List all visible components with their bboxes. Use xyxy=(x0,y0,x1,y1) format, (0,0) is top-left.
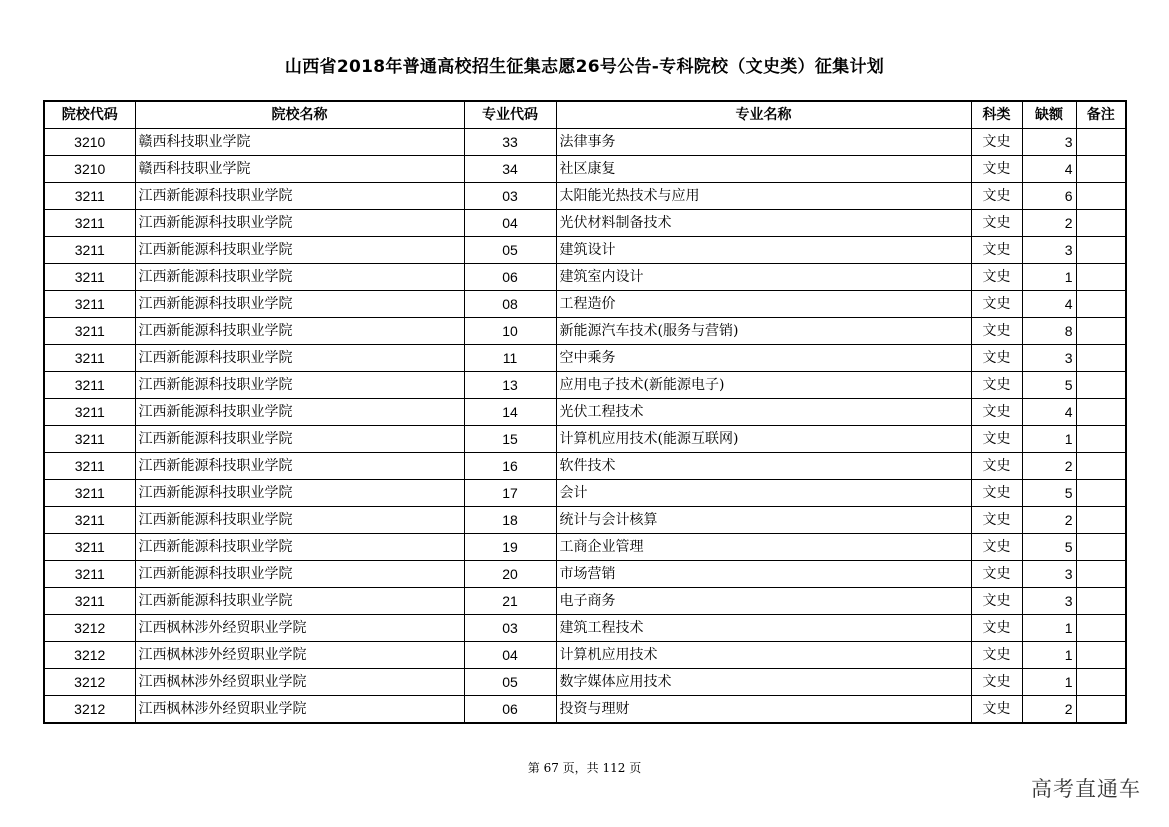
cell-major-name: 新能源汽车技术(服务与营销) xyxy=(556,318,971,345)
cell-category: 文史 xyxy=(971,615,1022,642)
header-major-name: 专业名称 xyxy=(556,101,971,129)
cell-note xyxy=(1076,453,1126,480)
cell-major-name: 工程造价 xyxy=(556,291,971,318)
cell-major-name: 光伏材料制备技术 xyxy=(556,210,971,237)
cell-major-code: 04 xyxy=(464,210,556,237)
cell-major-code: 08 xyxy=(464,291,556,318)
cell-major-code: 20 xyxy=(464,561,556,588)
cell-school-code: 3211 xyxy=(44,291,135,318)
table-row xyxy=(44,210,1126,237)
cell-school-name: 江西新能源科技职业学院 xyxy=(135,345,464,372)
table-row xyxy=(44,129,1126,156)
cell-major-code: 17 xyxy=(464,480,556,507)
cell-major-name: 投资与理财 xyxy=(556,696,971,724)
cell-major-code: 15 xyxy=(464,426,556,453)
table-row xyxy=(44,561,1126,588)
cell-major-code: 11 xyxy=(464,345,556,372)
cell-school-name: 江西枫林涉外经贸职业学院 xyxy=(135,615,464,642)
cell-school-code: 3212 xyxy=(44,615,135,642)
cell-note xyxy=(1076,129,1126,156)
cell-major-code: 21 xyxy=(464,588,556,615)
cell-school-name: 江西新能源科技职业学院 xyxy=(135,318,464,345)
cell-school-code: 3211 xyxy=(44,453,135,480)
cell-school-code: 3212 xyxy=(44,696,135,724)
table-row xyxy=(44,534,1126,561)
cell-school-name: 江西新能源科技职业学院 xyxy=(135,372,464,399)
cell-quota: 3 xyxy=(1022,561,1076,588)
table-row xyxy=(44,237,1126,264)
cell-quota: 2 xyxy=(1022,210,1076,237)
cell-school-name: 江西新能源科技职业学院 xyxy=(135,264,464,291)
cell-school-name: 江西新能源科技职业学院 xyxy=(135,210,464,237)
table-row xyxy=(44,372,1126,399)
cell-category: 文史 xyxy=(971,291,1022,318)
cell-category: 文史 xyxy=(971,372,1022,399)
cell-quota: 6 xyxy=(1022,183,1076,210)
cell-school-name: 江西枫林涉外经贸职业学院 xyxy=(135,642,464,669)
cell-quota: 4 xyxy=(1022,156,1076,183)
cell-school-code: 3211 xyxy=(44,480,135,507)
cell-note xyxy=(1076,183,1126,210)
table-row xyxy=(44,291,1126,318)
cell-school-code: 3211 xyxy=(44,507,135,534)
cell-major-code: 06 xyxy=(464,264,556,291)
table-row xyxy=(44,507,1126,534)
table-row xyxy=(44,183,1126,210)
table-row xyxy=(44,156,1126,183)
cell-category: 文史 xyxy=(971,129,1022,156)
cell-quota: 1 xyxy=(1022,264,1076,291)
header-major-code: 专业代码 xyxy=(464,101,556,129)
cell-category: 文史 xyxy=(971,318,1022,345)
cell-major-name: 工商企业管理 xyxy=(556,534,971,561)
cell-note xyxy=(1076,399,1126,426)
cell-quota: 5 xyxy=(1022,480,1076,507)
table-row xyxy=(44,615,1126,642)
cell-major-name: 数字媒体应用技术 xyxy=(556,669,971,696)
cell-category: 文史 xyxy=(971,210,1022,237)
page-number: 第 67 页，共 112 页 xyxy=(527,761,642,775)
cell-category: 文史 xyxy=(971,237,1022,264)
cell-category: 文史 xyxy=(971,507,1022,534)
cell-note xyxy=(1076,156,1126,183)
cell-quota: 2 xyxy=(1022,453,1076,480)
cell-note xyxy=(1076,507,1126,534)
cell-school-name: 江西新能源科技职业学院 xyxy=(135,561,464,588)
cell-note xyxy=(1076,318,1126,345)
cell-major-code: 03 xyxy=(464,183,556,210)
cell-school-name: 江西新能源科技职业学院 xyxy=(135,291,464,318)
cell-major-name: 统计与会计核算 xyxy=(556,507,971,534)
cell-quota: 4 xyxy=(1022,291,1076,318)
header-note: 备注 xyxy=(1076,101,1126,129)
cell-quota: 3 xyxy=(1022,345,1076,372)
watermark: 高考直通车 xyxy=(1031,777,1141,801)
cell-school-code: 3211 xyxy=(44,534,135,561)
cell-category: 文史 xyxy=(971,264,1022,291)
cell-major-code: 04 xyxy=(464,642,556,669)
cell-quota: 3 xyxy=(1022,237,1076,264)
cell-major-name: 社区康复 xyxy=(556,156,971,183)
cell-note xyxy=(1076,642,1126,669)
table-row xyxy=(44,588,1126,615)
cell-major-name: 法律事务 xyxy=(556,129,971,156)
cell-major-code: 10 xyxy=(464,318,556,345)
cell-major-name: 建筑室内设计 xyxy=(556,264,971,291)
cell-major-name: 太阳能光热技术与应用 xyxy=(556,183,971,210)
cell-note xyxy=(1076,345,1126,372)
cell-major-name: 软件技术 xyxy=(556,453,971,480)
cell-major-code: 13 xyxy=(464,372,556,399)
cell-major-code: 06 xyxy=(464,696,556,724)
cell-school-code: 3211 xyxy=(44,345,135,372)
cell-school-code: 3211 xyxy=(44,399,135,426)
cell-category: 文史 xyxy=(971,156,1022,183)
cell-quota: 1 xyxy=(1022,615,1076,642)
table-row xyxy=(44,669,1126,696)
cell-note xyxy=(1076,696,1126,724)
cell-quota: 2 xyxy=(1022,507,1076,534)
cell-category: 文史 xyxy=(971,345,1022,372)
cell-school-code: 3211 xyxy=(44,588,135,615)
cell-school-code: 3211 xyxy=(44,210,135,237)
table-row xyxy=(44,426,1126,453)
cell-category: 文史 xyxy=(971,561,1022,588)
header-school-code: 院校代码 xyxy=(44,101,135,129)
cell-note xyxy=(1076,615,1126,642)
cell-major-code: 03 xyxy=(464,615,556,642)
cell-category: 文史 xyxy=(971,426,1022,453)
cell-note xyxy=(1076,534,1126,561)
cell-note xyxy=(1076,480,1126,507)
cell-note xyxy=(1076,291,1126,318)
table-row xyxy=(44,399,1126,426)
cell-category: 文史 xyxy=(971,480,1022,507)
cell-quota: 1 xyxy=(1022,426,1076,453)
table-body xyxy=(44,129,1126,724)
cell-major-name: 建筑工程技术 xyxy=(556,615,971,642)
cell-school-name: 江西新能源科技职业学院 xyxy=(135,453,464,480)
cell-school-name: 江西新能源科技职业学院 xyxy=(135,534,464,561)
cell-note xyxy=(1076,561,1126,588)
cell-major-name: 计算机应用技术 xyxy=(556,642,971,669)
cell-note xyxy=(1076,210,1126,237)
cell-category: 文史 xyxy=(971,642,1022,669)
cell-school-code: 3211 xyxy=(44,318,135,345)
cell-school-code: 3211 xyxy=(44,237,135,264)
cell-major-code: 05 xyxy=(464,237,556,264)
cell-note xyxy=(1076,426,1126,453)
header-quota: 缺额 xyxy=(1022,101,1076,129)
header-category: 科类 xyxy=(971,101,1022,129)
cell-note xyxy=(1076,372,1126,399)
cell-school-code: 3212 xyxy=(44,642,135,669)
cell-school-name: 江西枫林涉外经贸职业学院 xyxy=(135,696,464,724)
cell-major-name: 光伏工程技术 xyxy=(556,399,971,426)
cell-category: 文史 xyxy=(971,696,1022,724)
cell-school-name: 江西新能源科技职业学院 xyxy=(135,183,464,210)
cell-major-name: 计算机应用技术(能源互联网) xyxy=(556,426,971,453)
table-row xyxy=(44,480,1126,507)
cell-category: 文史 xyxy=(971,399,1022,426)
cell-major-code: 19 xyxy=(464,534,556,561)
cell-school-name: 江西枫林涉外经贸职业学院 xyxy=(135,669,464,696)
cell-major-name: 会计 xyxy=(556,480,971,507)
cell-quota: 3 xyxy=(1022,129,1076,156)
cell-major-code: 18 xyxy=(464,507,556,534)
cell-school-code: 3212 xyxy=(44,669,135,696)
header-school-name: 院校名称 xyxy=(135,101,464,129)
cell-category: 文史 xyxy=(971,534,1022,561)
table-header-row xyxy=(44,101,1126,129)
enrollment-plan-table xyxy=(43,100,1127,724)
table-row xyxy=(44,696,1126,724)
cell-major-code: 05 xyxy=(464,669,556,696)
cell-school-name: 江西新能源科技职业学院 xyxy=(135,507,464,534)
cell-quota: 1 xyxy=(1022,669,1076,696)
cell-quota: 5 xyxy=(1022,372,1076,399)
cell-school-name: 赣西科技职业学院 xyxy=(135,156,464,183)
cell-note xyxy=(1076,264,1126,291)
cell-note xyxy=(1076,237,1126,264)
cell-school-code: 3211 xyxy=(44,372,135,399)
cell-quota: 1 xyxy=(1022,642,1076,669)
cell-school-code: 3210 xyxy=(44,156,135,183)
cell-quota: 8 xyxy=(1022,318,1076,345)
table-row xyxy=(44,264,1126,291)
cell-school-name: 江西新能源科技职业学院 xyxy=(135,588,464,615)
cell-category: 文史 xyxy=(971,669,1022,696)
cell-major-name: 电子商务 xyxy=(556,588,971,615)
cell-major-code: 33 xyxy=(464,129,556,156)
cell-major-code: 34 xyxy=(464,156,556,183)
table-row xyxy=(44,318,1126,345)
table-row xyxy=(44,642,1126,669)
page-title: 山西省2018年普通高校招生征集志愿26号公告-专科院校（文史类）征集计划 xyxy=(284,57,885,77)
table-row xyxy=(44,345,1126,372)
cell-school-code: 3211 xyxy=(44,426,135,453)
cell-school-code: 3211 xyxy=(44,264,135,291)
cell-quota: 5 xyxy=(1022,534,1076,561)
cell-major-name: 市场营销 xyxy=(556,561,971,588)
cell-school-name: 江西新能源科技职业学院 xyxy=(135,480,464,507)
cell-major-name: 建筑设计 xyxy=(556,237,971,264)
cell-school-name: 江西新能源科技职业学院 xyxy=(135,237,464,264)
cell-school-code: 3211 xyxy=(44,561,135,588)
cell-note xyxy=(1076,588,1126,615)
cell-school-code: 3210 xyxy=(44,129,135,156)
cell-quota: 3 xyxy=(1022,588,1076,615)
cell-category: 文史 xyxy=(971,183,1022,210)
table-row xyxy=(44,453,1126,480)
cell-school-name: 江西新能源科技职业学院 xyxy=(135,399,464,426)
cell-school-name: 江西新能源科技职业学院 xyxy=(135,426,464,453)
cell-school-name: 赣西科技职业学院 xyxy=(135,129,464,156)
cell-category: 文史 xyxy=(971,588,1022,615)
cell-school-code: 3211 xyxy=(44,183,135,210)
cell-category: 文史 xyxy=(971,453,1022,480)
cell-quota: 4 xyxy=(1022,399,1076,426)
cell-major-code: 14 xyxy=(464,399,556,426)
cell-quota: 2 xyxy=(1022,696,1076,724)
cell-major-name: 应用电子技术(新能源电子) xyxy=(556,372,971,399)
cell-major-name: 空中乘务 xyxy=(556,345,971,372)
cell-major-code: 16 xyxy=(464,453,556,480)
cell-note xyxy=(1076,669,1126,696)
